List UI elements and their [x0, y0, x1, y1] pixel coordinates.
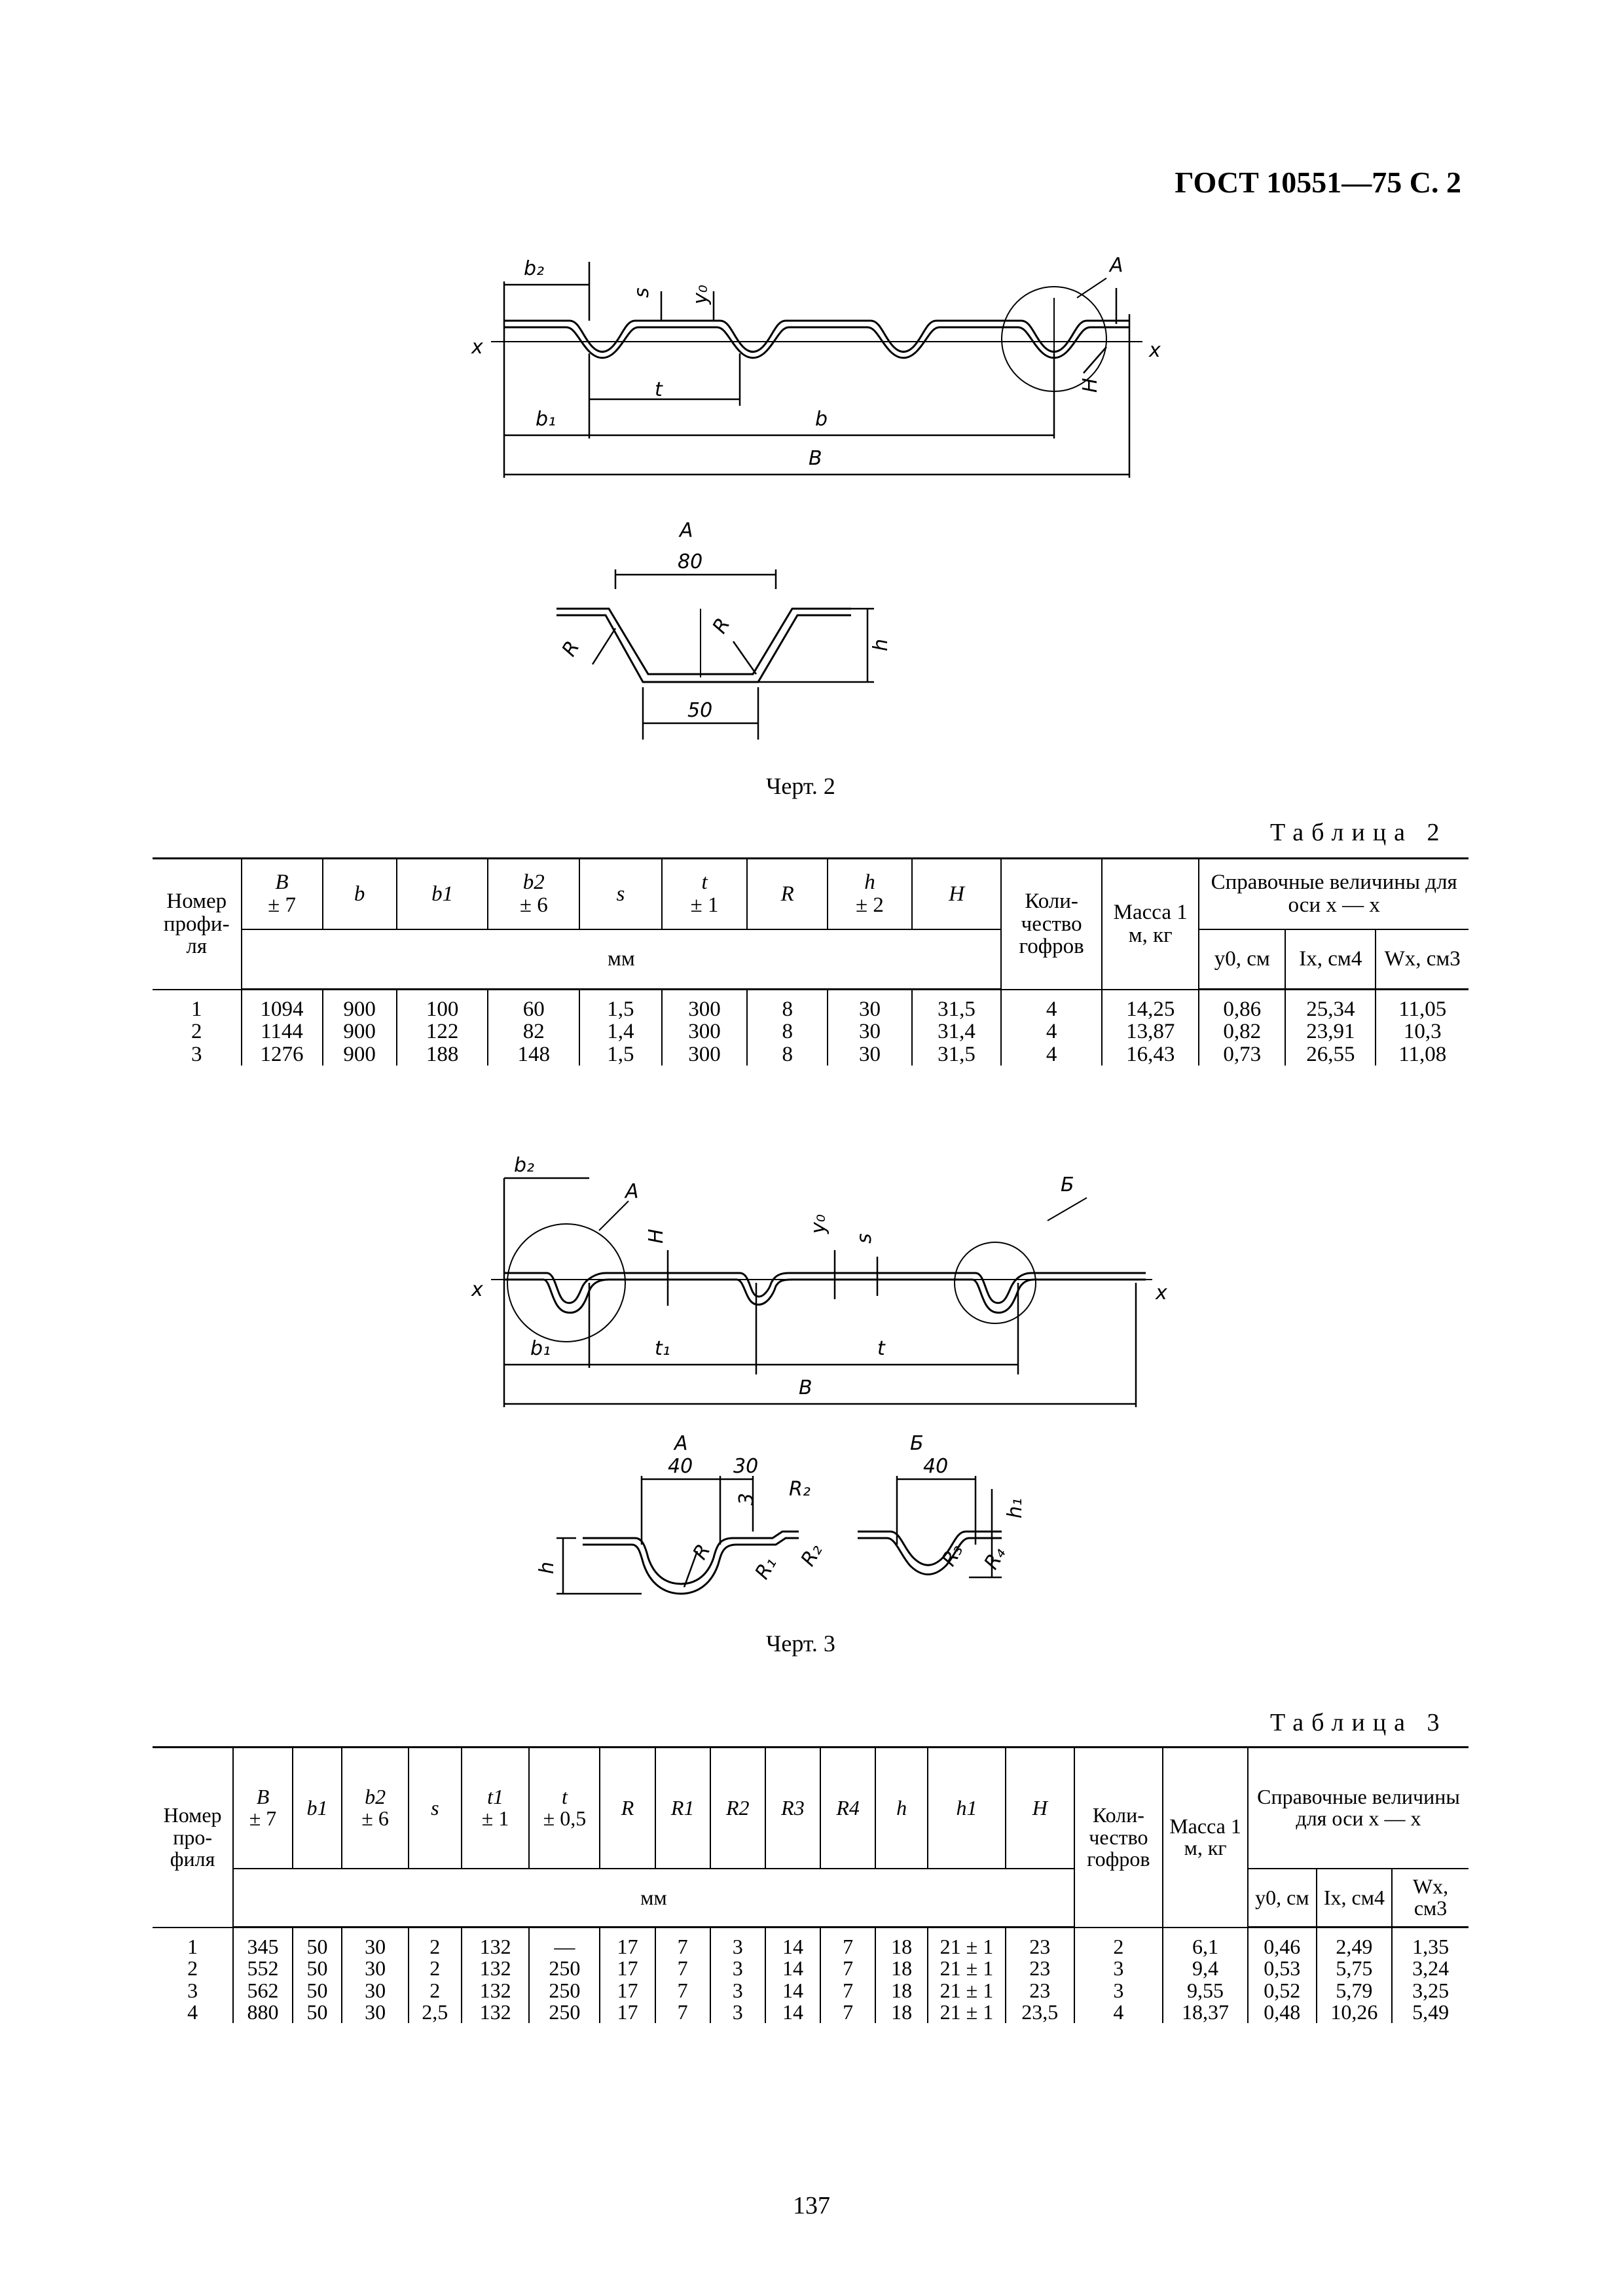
svg-text:R₂: R₂ — [796, 1540, 828, 1570]
svg-text:b: b — [815, 408, 828, 431]
svg-text:b₁: b₁ — [536, 408, 556, 431]
t2-head-count: Коли-чество гофров — [1001, 859, 1102, 990]
table-row: 3 1276 900 188 148 1,5 300 8 30 31,5 4 16,43 0,73 26,55 11,08 — [153, 1043, 1468, 1066]
svg-text:R: R — [688, 1540, 716, 1564]
svg-text:A: A — [680, 519, 693, 542]
svg-text:Б: Б — [910, 1432, 924, 1455]
table-3-caption: Таблица 3 — [1270, 1709, 1448, 1736]
svg-text:x: x — [471, 336, 483, 359]
table-2 — [153, 857, 1468, 1066]
table-3 — [153, 1746, 1468, 2023]
t3-head-t: t ± 0,5 — [529, 1748, 600, 1869]
t2-head-R: R — [747, 859, 828, 929]
table-row: 3 562 50 30 2 132 250 17 7 3 14 7 18 21 ± 1 23 3 9,55 0,52 5,79 3,25 — [153, 1980, 1468, 2001]
drawing-2-detail-a — [543, 511, 910, 759]
t3-head-h1: h1 — [928, 1748, 1006, 1869]
t2-head-y0: y0, см — [1199, 929, 1285, 990]
svg-text:40: 40 — [923, 1455, 949, 1478]
svg-text:30: 30 — [733, 1455, 759, 1478]
table-row: 4 880 50 30 2,5 132 250 17 7 3 14 7 18 21 ± 1 23,5 4 18,37 0,48 10,26 5,49 — [153, 2001, 1468, 2023]
svg-text:B: B — [799, 1376, 812, 1399]
t2-head-Wx: Wx, см3 — [1376, 929, 1468, 990]
svg-text:t: t — [877, 1337, 885, 1360]
svg-text:50: 50 — [687, 699, 713, 722]
svg-text:s: s — [630, 287, 653, 298]
t3-head-s: s — [409, 1748, 462, 1869]
t2-head-unit: мм — [242, 929, 1002, 990]
t2-head-h: h ± 2 — [828, 859, 912, 929]
svg-text:H: H — [645, 1229, 668, 1244]
t3-head-ref: Справочные величины для оси x — x — [1248, 1748, 1468, 1869]
t3-head-Wx: Wx, см3 — [1392, 1869, 1468, 1928]
svg-text:R₄: R₄ — [979, 1543, 1011, 1573]
t3-head-R1: R1 — [655, 1748, 710, 1869]
t3-head-t1: t1 ± 1 — [462, 1748, 530, 1869]
table-row: 2 552 50 30 2 132 250 17 7 3 14 7 18 21 ± 1 23 3 9,4 0,53 5,75 3,24 — [153, 1958, 1468, 1979]
svg-text:h: h — [869, 638, 892, 651]
t3-head-B: B ± 7 — [233, 1748, 293, 1869]
t2-head-b1: b1 — [397, 859, 488, 929]
svg-text:A: A — [625, 1180, 639, 1203]
t2-head-ref: Справочные величины для оси x — x — [1199, 859, 1468, 929]
svg-text:80: 80 — [678, 550, 703, 573]
t2-head-b: b — [323, 859, 397, 929]
svg-text:Б: Б — [1061, 1174, 1074, 1196]
t3-head-R2: R2 — [710, 1748, 765, 1869]
svg-text:b₂: b₂ — [524, 257, 545, 280]
svg-text:h₁: h₁ — [1004, 1498, 1027, 1518]
svg-text:A: A — [1110, 254, 1123, 277]
svg-text:y₀: y₀ — [689, 285, 712, 304]
t2-head-H: H — [912, 859, 1001, 929]
t2-head-Ix: Ix, см4 — [1285, 929, 1376, 990]
t3-head-count: Коли-чество гофров — [1074, 1748, 1163, 1928]
svg-text:40: 40 — [668, 1455, 693, 1478]
t3-head-R3: R3 — [765, 1748, 820, 1869]
t2-head-t: t ± 1 — [662, 859, 748, 929]
drawing-3 — [458, 1152, 1178, 1427]
svg-text:x: x — [471, 1278, 483, 1301]
figure-3-caption: Черт. 3 — [766, 1630, 835, 1657]
svg-text:y₀: y₀ — [807, 1214, 830, 1234]
t3-head-mass: Масса 1 м, кг — [1163, 1748, 1248, 1928]
page-number: 137 — [793, 2192, 830, 2219]
svg-text:x: x — [1149, 339, 1161, 362]
svg-text:R₃: R₃ — [937, 1540, 968, 1570]
svg-text:H: H — [1079, 378, 1102, 393]
svg-text:x: x — [1156, 1282, 1167, 1304]
svg-text:R₂: R₂ — [789, 1478, 811, 1501]
t3-head-y0: y0, см — [1248, 1869, 1317, 1928]
svg-text:3: 3 — [735, 1492, 758, 1505]
t3-head-H: H — [1006, 1748, 1074, 1869]
svg-text:h: h — [536, 1561, 558, 1574]
t3-head-b1: b1 — [293, 1748, 342, 1869]
table-row: 1 1094 900 100 60 1,5 300 8 30 31,5 4 14,25 0,86 25,34 11,05 — [153, 990, 1468, 1021]
t3-head-R4: R4 — [820, 1748, 875, 1869]
svg-text:R₁: R₁ — [750, 1553, 782, 1583]
t2-head-num: Номер профи-ля — [153, 859, 242, 990]
svg-text:t: t — [655, 378, 663, 401]
svg-text:A: A — [674, 1432, 688, 1455]
drawing-2 — [458, 242, 1178, 491]
t2-head-mass: Масса 1 м, кг — [1102, 859, 1199, 990]
svg-text:s: s — [853, 1233, 876, 1244]
svg-text:b₂: b₂ — [514, 1154, 535, 1177]
svg-text:R: R — [557, 637, 585, 660]
svg-text:R: R — [708, 614, 735, 637]
t3-head-R: R — [600, 1748, 655, 1869]
svg-text:b₁: b₁ — [530, 1337, 551, 1360]
table-row: 1 345 50 30 2 132 — 17 7 3 14 7 18 21 ± 1 23 2 6,1 0,46 2,49 1,35 — [153, 1928, 1468, 1958]
t2-head-b2: b2 ± 6 — [488, 859, 579, 929]
document-header: ГОСТ 10551—75 С. 2 — [1175, 166, 1461, 199]
t2-head-s: s — [579, 859, 661, 929]
svg-text:B: B — [809, 447, 822, 470]
t3-head-b2: b2 ± 6 — [342, 1748, 409, 1869]
svg-text:t₁: t₁ — [655, 1337, 670, 1360]
table-2-caption: Таблица 2 — [1270, 819, 1448, 846]
figure-2-caption: Черт. 2 — [766, 773, 835, 799]
t3-head-Ix: Ix, см4 — [1317, 1869, 1393, 1928]
table-row: 2 1144 900 122 82 1,4 300 8 30 31,4 4 13,87 0,82 23,91 10,3 — [153, 1020, 1468, 1043]
t3-head-unit: мм — [233, 1869, 1074, 1928]
t3-head-h: h — [875, 1748, 928, 1869]
drawing-3-detail-b — [845, 1427, 1080, 1597]
t2-head-B: B ± 7 — [242, 859, 323, 929]
t3-head-num: Номер про-филя — [153, 1748, 233, 1928]
